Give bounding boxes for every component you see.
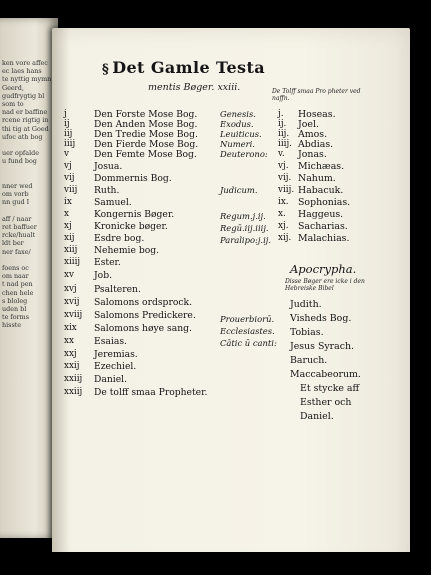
book-number: xix xyxy=(64,323,77,333)
book-title: Daniel. xyxy=(94,374,127,385)
book-title: Esaias. xyxy=(94,336,127,347)
apocrypha-book: Maccabeorum. xyxy=(290,369,361,380)
apocrypha-book: Daniel. xyxy=(300,411,334,422)
book-number: xxj xyxy=(64,349,77,359)
book-title: Den Forste Mose Bog. xyxy=(94,109,198,120)
prophet-number: j. xyxy=(278,109,284,119)
book-number: xxij xyxy=(64,361,80,371)
apocrypha-book: Visheds Bog. xyxy=(290,313,352,324)
left-page-text-fragment: te forms xyxy=(2,313,29,322)
book-title: Salomons Predickere. xyxy=(94,310,196,321)
prophet-number: iiij. xyxy=(278,139,292,149)
prophet-title: Hoseas. xyxy=(298,109,336,120)
left-page-text-fragment: om naar xyxy=(2,272,29,281)
latin-title: Numeri. xyxy=(220,139,255,149)
book-title: Kongernis Bøger. xyxy=(94,209,175,220)
book-title: Salomons ordsprock. xyxy=(94,297,192,308)
prophet-number: vj. xyxy=(278,161,289,171)
book-title: Job. xyxy=(94,270,113,281)
latin-title: Genesis. xyxy=(220,109,256,119)
book-title: Samuel. xyxy=(94,197,132,208)
book-number: viij xyxy=(64,185,78,195)
book-title: Ester. xyxy=(94,257,121,268)
latin-title: Cātic ū canti: xyxy=(220,338,277,348)
book-number: xij xyxy=(64,233,75,243)
prophet-title: Malachias. xyxy=(298,233,350,244)
left-page-text-fragment: chen hele xyxy=(2,288,34,297)
book-title: Josua. xyxy=(94,161,123,172)
latin-title: Deuterono: xyxy=(220,149,268,159)
latin-title: Prouerbiorū. xyxy=(220,314,275,324)
book-title: Den Tredie Mose Bog. xyxy=(94,129,198,140)
apocrypha-book: Judith. xyxy=(290,299,322,310)
book-number: iiij xyxy=(64,139,76,149)
apocrypha-note: Disse Bøger ere icke i den Hebreiske Bibel xyxy=(285,278,365,293)
book-number: xviij xyxy=(64,310,83,320)
prophet-number: x. xyxy=(278,209,286,219)
book-page xyxy=(52,28,410,568)
left-page-text-fragment: foens oc xyxy=(2,264,29,272)
prophet-title: Joel. xyxy=(298,119,319,130)
left-page-text-fragment: uden bl xyxy=(2,305,27,313)
left-page-text-fragment: Geerd, xyxy=(2,83,24,92)
left-page-text-fragment: ufoc ath bog xyxy=(2,132,43,141)
book-title: Kronicke bøger. xyxy=(94,221,168,232)
book-number: ix xyxy=(64,197,72,207)
book-number: xxiij xyxy=(64,374,83,384)
book-number: iij xyxy=(64,129,73,139)
left-page-text-fragment: rcke/hualt xyxy=(2,231,36,240)
left-page-text-fragment: ken vore affec xyxy=(2,59,48,67)
latin-title: Judicum. xyxy=(220,185,258,195)
left-page-text-fragment: te nyttig mymn xyxy=(2,75,52,84)
bottom-shadow xyxy=(40,552,420,575)
prophet-title: Amos. xyxy=(298,129,328,140)
book-title: Nehemie bog. xyxy=(94,245,160,256)
apocrypha-book: Et stycke aff xyxy=(300,383,360,394)
left-page-text-fragment: hisste xyxy=(2,321,22,330)
book-title: Ruth. xyxy=(94,185,120,196)
prophet-title: Habacuk. xyxy=(298,185,344,196)
book-title: Dommernis Bog. xyxy=(94,173,172,184)
left-page-text-fragment: aff / naar xyxy=(2,214,32,223)
title-line-2: mentis Bøger. xxiii. xyxy=(148,82,241,93)
left-page-text-fragment: ret baffuer xyxy=(2,223,37,231)
left-page-text-fragment: thi tig at Goed xyxy=(2,124,49,133)
left-page-text-fragment: uer opfalde xyxy=(2,149,40,158)
prophet-number: viij. xyxy=(278,185,295,195)
prophet-title: Abdias. xyxy=(298,139,334,150)
book-title: Den Femte Mose Bog. xyxy=(94,149,197,160)
prophet-title: Michæas. xyxy=(298,161,345,172)
title-line-1: Det Gamle Testa xyxy=(112,58,266,77)
prophet-number: iij. xyxy=(278,129,290,139)
book-number: j xyxy=(64,109,67,119)
left-page-text-fragment: u fund bog xyxy=(2,157,37,166)
book-number: x xyxy=(64,209,69,219)
left-page-text-fragment: ner faxe/ xyxy=(2,247,31,256)
book-number: xvij xyxy=(64,297,80,307)
book-number: xiiij xyxy=(64,257,81,267)
book-number: xxiij xyxy=(64,387,83,397)
book-title: Ezechiel. xyxy=(94,361,137,372)
apocrypha-book: Tobias. xyxy=(290,327,324,338)
latin-title: Ecclesiastes. xyxy=(220,326,275,336)
prophet-number: ix. xyxy=(278,197,289,207)
left-page-text-fragment: ec laes hans xyxy=(2,67,42,76)
prophet-title: Haggeus. xyxy=(298,209,344,220)
prophet-number: xj. xyxy=(278,221,289,231)
book-title: Esdre bog. xyxy=(94,233,145,244)
apocrypha-book: Jesus Syrach. xyxy=(290,341,355,352)
prophet-title: Sacharias. xyxy=(298,221,348,232)
left-page-text-fragment: om vorb xyxy=(2,190,29,199)
left-page-text-fragment: t nad pen xyxy=(2,280,33,289)
left-page-text-fragment: nn gud I xyxy=(2,198,30,207)
apocrypha-book: Baruch. xyxy=(290,355,328,366)
latin-title: Leuiticus. xyxy=(220,129,262,139)
book-number: vj xyxy=(64,161,72,171)
book-number: xiij xyxy=(64,245,78,255)
prophet-number: vij. xyxy=(278,173,292,183)
book-number: ij xyxy=(64,119,70,129)
book-title: Jeremias. xyxy=(94,349,138,360)
book-title: Den Fierde Mose Bog. xyxy=(94,139,199,150)
left-page-text-fragment: ldt ber xyxy=(2,239,24,248)
book-number: v xyxy=(64,149,69,159)
book-number: xx xyxy=(64,336,74,346)
flourish-ornament: § xyxy=(102,62,110,77)
book-title: Psalteren. xyxy=(94,284,141,295)
left-page-text-fragment: gudfrygtig bl xyxy=(2,91,45,100)
page-title xyxy=(102,58,265,77)
prophet-number: ij. xyxy=(278,119,287,129)
book-number: vij xyxy=(64,173,75,183)
prophet-title: Jonas. xyxy=(298,149,327,160)
book-title: Den Anden Mose Bog. xyxy=(94,119,198,130)
left-page-text-fragment: som to xyxy=(2,100,24,108)
prophet-number: v. xyxy=(278,149,285,159)
book-number: xv xyxy=(64,270,74,280)
book-title: De tolff smaa Propheter. xyxy=(94,387,208,398)
latin-title: Paralipo:j.ij. xyxy=(220,235,272,245)
prophets-heading-note: De Tolff smaa Pro pheter ved naffn. xyxy=(272,88,361,103)
latin-title: Regum.j.ij. xyxy=(220,211,266,221)
left-page-text-fragment: rcene rigtig in xyxy=(2,116,49,125)
left-page-text-fragment: nner wed xyxy=(2,182,33,190)
prophet-number: xij. xyxy=(278,233,292,243)
apocrypha-heading: Apocrypha. xyxy=(290,262,357,276)
book-title: Salomons høye sang. xyxy=(94,323,192,334)
prophet-title: Sophonias. xyxy=(298,197,351,208)
latin-title: Regū.iij.iiij. xyxy=(220,223,269,233)
left-page-text-fragment: nad er baffine xyxy=(2,108,48,117)
book-number: xj xyxy=(64,221,72,231)
latin-title: Exodus. xyxy=(220,119,254,129)
left-page-text-fragment: s bloleg xyxy=(2,296,28,305)
book-number: xvj xyxy=(64,284,77,294)
apocrypha-book: Esther och xyxy=(300,397,352,408)
left-facing-page xyxy=(0,18,58,538)
prophet-title: Nahum. xyxy=(298,173,336,184)
